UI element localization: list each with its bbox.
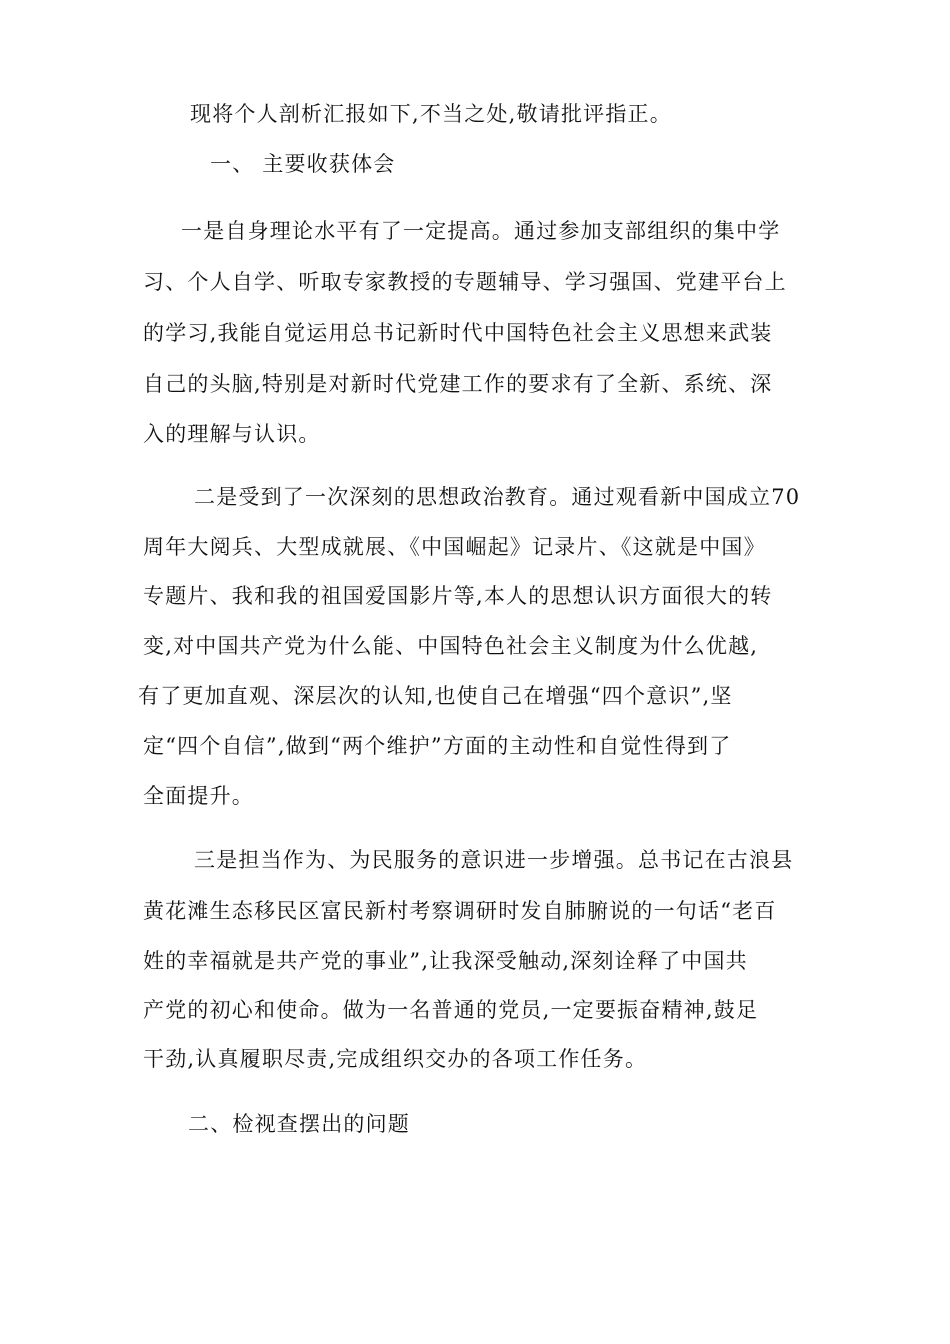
paragraph-line: 全面提升。 [143, 784, 254, 808]
paragraph-line: 自己的头脑,特别是对新时代党建工作的要求有了全新、系统、深 [143, 372, 773, 396]
section-heading-1: 一、 主要收获体会 [210, 152, 396, 176]
paragraph-line: 周年大阅兵、大型成就展、《中国崛起》记录片、《这就是中国》 [143, 535, 766, 559]
paragraph-line: 习、个人自学、听取专家教授的专题辅导、学习强国、党建平台上 [143, 270, 787, 294]
paragraph-line: 二是受到了一次深刻的思想政治教育。通过观看新中国成立70 [194, 485, 801, 509]
paragraph-line: 产党的初心和使命。做为一名普通的党员,一定要振奋精神,鼓足 [143, 998, 759, 1022]
paragraph-line: 入的理解与认识。 [143, 422, 321, 446]
paragraph-line: 的学习,我能自觉运用总书记新时代中国特色社会主义思想来武装 [143, 321, 773, 345]
paragraph-line: 姓的幸福就是共产党的事业”,让我深受触动,深刻诠释了中国共 [143, 949, 748, 973]
section-heading-2: 二、检视查摆出的问题 [188, 1112, 410, 1136]
paragraph-line: 专题片、我和我的祖国爱国影片等,本人的思想认识方面很大的转 [143, 584, 773, 608]
paragraph-line: 有了更加直观、深层次的认知,也使自己在增强“四个意识”,坚 [138, 684, 733, 708]
paragraph-line: 变,对中国共产党为什么能、中国特色社会主义制度为什么优越, [143, 634, 759, 658]
paragraph-line: 定“四个自信”,做到“两个维护”方面的主动性和自觉性得到了 [143, 734, 732, 758]
paragraph-line: 三是担当作为、为民服务的意识进一步增强。总书记在古浪县 [194, 848, 794, 872]
intro-line: 现将个人剖析汇报如下,不当之处,敬请批评指正。 [190, 102, 672, 126]
paragraph-line: 黄花滩生态移民区富民新村考察调研时发自肺腑说的一句话“老百 [143, 899, 777, 923]
paragraph-line: 一是自身理论水平有了一定提高。通过参加支部组织的集中学 [181, 219, 781, 243]
paragraph-line: 干劲,认真履职尽责,完成组织交办的各项工作任务。 [143, 1047, 648, 1071]
